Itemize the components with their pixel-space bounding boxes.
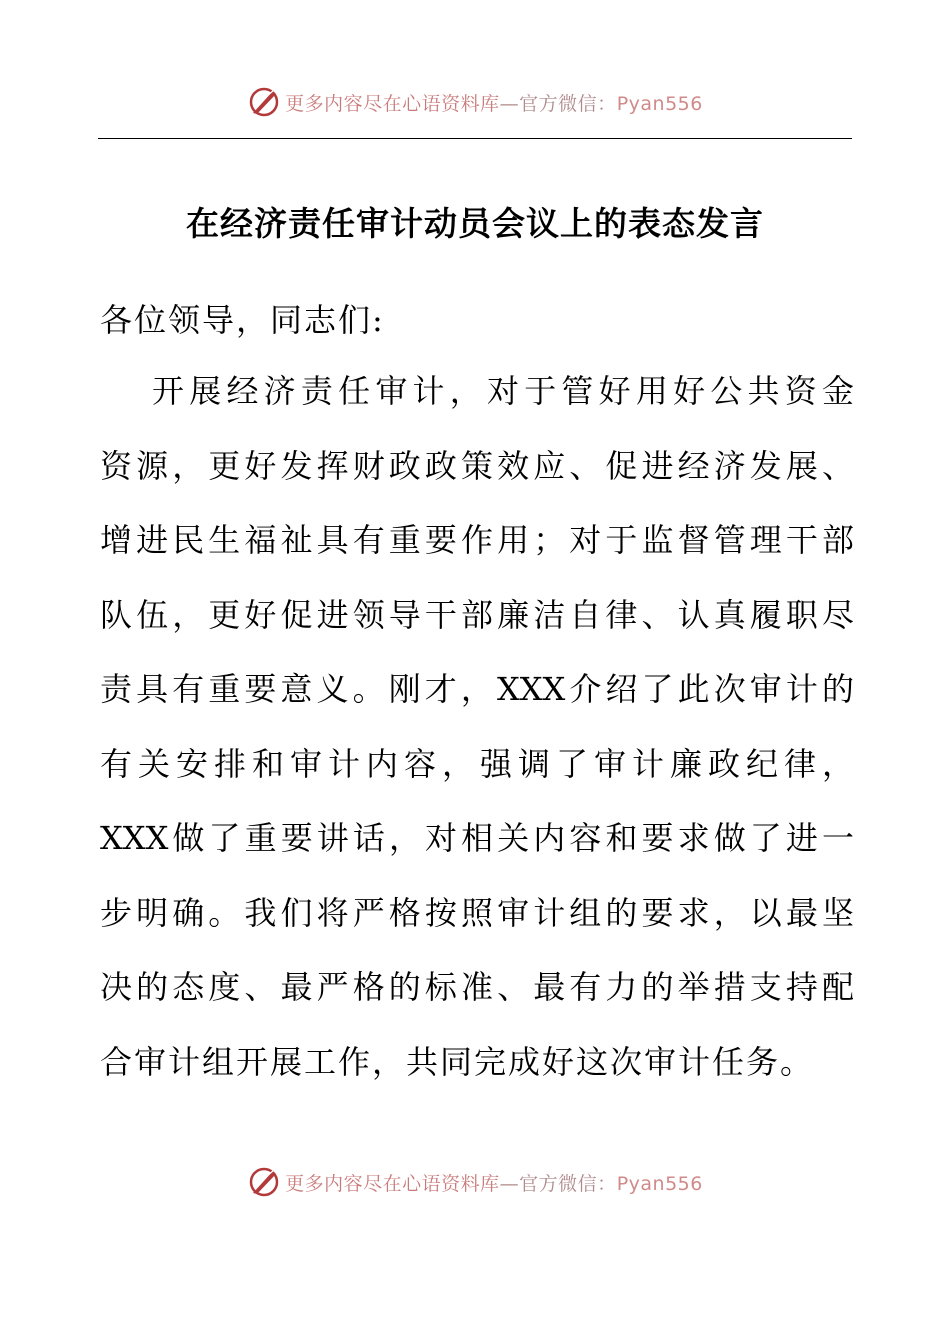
paragraph-line: 步明确。我们将严格按照审计组的要求，以最坚 bbox=[100, 893, 854, 932]
footer-banner-main: 更多内容尽在心语资料库 bbox=[285, 1172, 500, 1195]
paragraph-line: XXX做了重要讲话，对相关内容和要求做了进一 bbox=[100, 819, 854, 857]
document-title: 在经济责任审计动员会议上的表态发言 bbox=[186, 204, 764, 243]
footer-banner-text bbox=[285, 1169, 703, 1196]
paragraph-line: 决的态度、最严格的标准、最有力的举措支持配 bbox=[100, 968, 854, 1006]
paragraph-line: 合审计组开展工作，共同完成好这次审计任务。 bbox=[100, 1042, 815, 1081]
footer-banner-sub: 官方微信： bbox=[519, 1172, 617, 1195]
paragraph-line: 开展经济责任审计，对于管好用好公共资金 bbox=[152, 372, 854, 410]
paragraph-line: 队伍，更好促进领导干部廉洁自律、认真履职尽 bbox=[100, 595, 854, 634]
header-banner-id: Pyan556 bbox=[616, 92, 703, 115]
footer-banner-id: Pyan556 bbox=[616, 1172, 703, 1195]
paragraph-line: 资源，更好发挥财政政策效应、促进经济发展、 bbox=[100, 446, 854, 485]
header-banner-sub: 官方微信： bbox=[519, 92, 617, 115]
header-banner-main: 更多内容尽在心语资料库 bbox=[285, 92, 500, 115]
footer-banner-separator: — bbox=[499, 1172, 520, 1195]
header-divider bbox=[98, 138, 852, 139]
paragraph-line: 有关安排和审计内容，强调了审计廉政纪律， bbox=[100, 744, 854, 783]
header-banner bbox=[0, 82, 950, 122]
header-banner-separator: — bbox=[499, 92, 520, 115]
body-paragraph bbox=[100, 361, 854, 1106]
paragraph-line: 增进民生福祉具有重要作用；对于监督管理干部 bbox=[100, 521, 854, 559]
quill-logo-icon bbox=[247, 1165, 281, 1199]
footer-banner bbox=[0, 1162, 950, 1202]
paragraph-line: 责具有重要意义。刚才，XXX介绍了此次审计的 bbox=[100, 670, 854, 708]
header-banner-text bbox=[285, 89, 703, 116]
salutation: 各位领导，同志们: bbox=[100, 301, 385, 339]
quill-logo-icon bbox=[247, 85, 281, 119]
